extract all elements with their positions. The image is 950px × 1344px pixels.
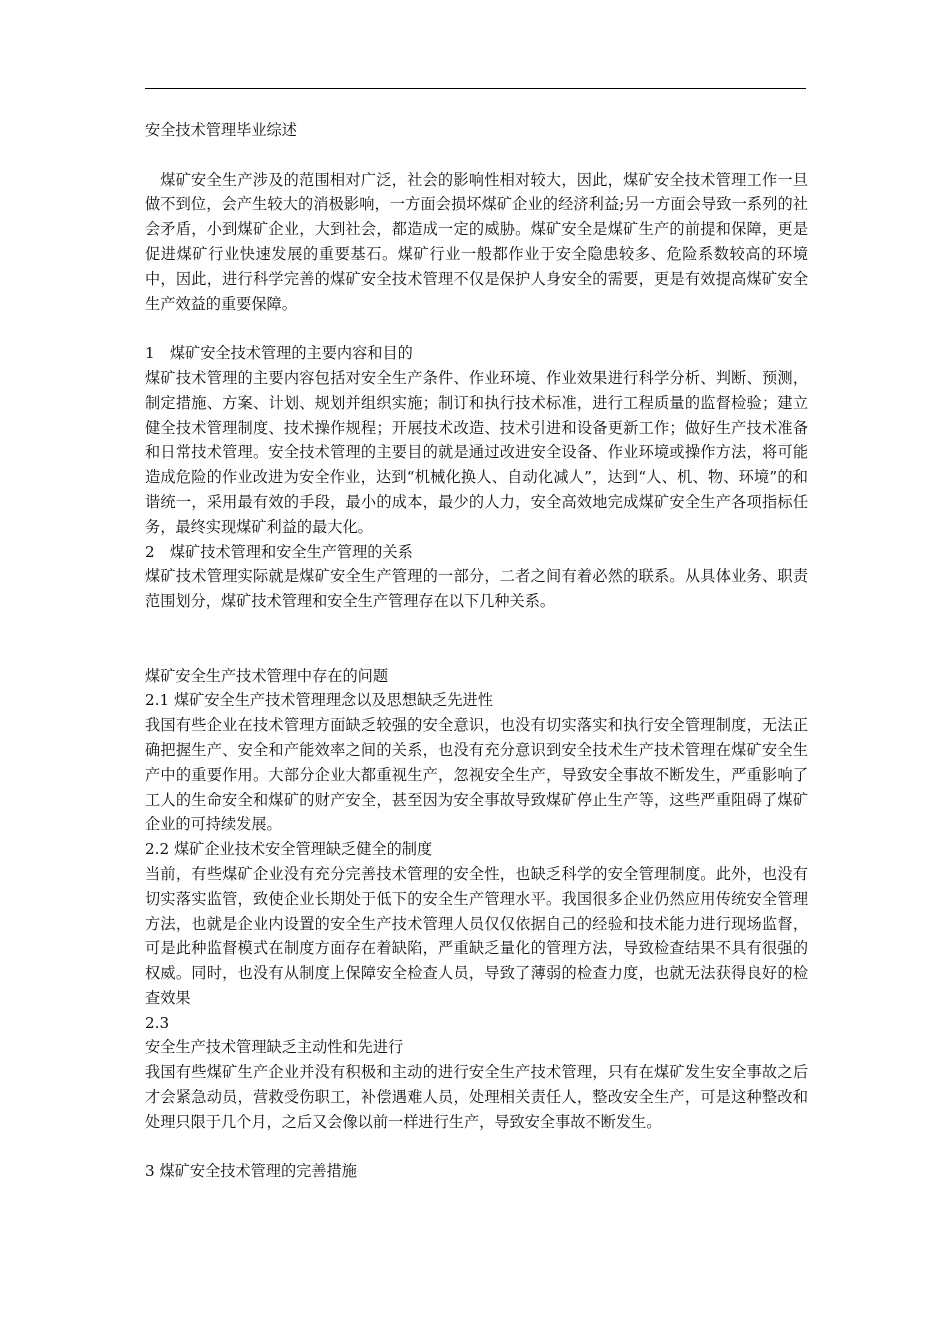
section-3-heading: 3 煤矿安全技术管理的完善措施 xyxy=(145,1162,357,1181)
document-body xyxy=(145,118,808,1184)
section-1-body: 煤矿技术管理的主要内容包括对安全生产条件、作业环境、作业效果进行科学分析、判断、预测，制定措施、方案、计划、规划并组织实施；制订和执行技术标准，进行工程质量的监督检验；建立健全技术管理制度、技术操作规程；开展技术改造、技术引进和设备更新工作；做好生产技术准备和日常技术管理。安全技术管理的主要目的就是通过改进安全设备、作业环境或操作方法，将可能造成危险的作业改进为安全作业，达到“机械化换人、自动化减人”，达到“人、机、物、环境”的和谐统一，采用最有效的手段，最小的成本，最少的人力，安全高效地完成煤矿安全生产各项指标任务，最终实现煤矿利益的最大化。 xyxy=(145,368,808,536)
spacer xyxy=(145,614,808,664)
section-1-heading: 1 煤矿安全技术管理的主要内容和目的 xyxy=(145,344,413,363)
section-2-heading: 2 煤矿技术管理和安全生产管理的关系 xyxy=(145,542,413,561)
section-2-2-body: 当前，有些煤矿企业没有充分完善技术管理的安全性，也缺乏科学的安全管理制度。此外，也没有切实落实监管，致使企业长期处于低下的安全生产管理水平。我国很多企业仍然应用传统安全管理方法，也就是企业内设置的安全生产技术管理人员仅仅依据自己的经验和技术能力进行现场监督，可是此种监督模式在制度方面存在着缺陷，严重缺乏量化的管理方法，导致检查结果不具有很强的权威。同时，也没有从制度上保障安全检查人员，导致了薄弱的检查力度，也就无法获得良好的检查效果 xyxy=(145,864,808,1007)
problems-heading: 煤矿安全生产技术管理中存在的问题 xyxy=(145,666,388,685)
section-2-2-heading: 2.2 煤矿企业技术安全管理缺乏健全的制度 xyxy=(145,840,433,859)
section-2-1-body: 我国有些企业在技术管理方面缺乏较强的安全意识，也没有切实落实和执行安全管理制度，无法正确把握生产、安全和产能效率之间的关系，也没有充分意识到安全技术生产技术管理在煤矿安全生产中的重要作用。大部分企业大都重视生产，忽视安全生产，导致安全事故不断发生，严重影响了工人的生命安全和煤矿的财产安全，甚至因为安全事故导致煤矿停止生产等，这些严重阻碍了煤矿企业的可持续发展。 xyxy=(145,716,808,834)
document-title: 安全技术管理毕业综述 xyxy=(145,121,297,139)
spacer xyxy=(145,316,808,341)
section-2-3-body: 我国有些煤矿生产企业并没有积极和主动的进行安全生产技术管理，只有在煤矿发生安全事故之后才会紧急动员，营救受伤职工，补偿遇难人员，处理相关责任人，整改安全生产，可是这种整改和处理只限于几个月，之后又会像以前一样进行生产，导致安全事故不断发生。 xyxy=(145,1063,808,1131)
section-2-3-number: 2.3 xyxy=(145,1013,170,1032)
header-rule xyxy=(145,88,806,89)
intro-paragraph: 煤矿安全生产涉及的范围相对广泛，社会的影响性相对较大，因此，煤矿安全技术管理工作一旦做不到位，会产生较大的消极影响，一方面会损坏煤矿企业的经济利益;另一方面会导致一系列的社会矛盾，小到煤矿企业，大到社会，都造成一定的威胁。煤矿安全是煤矿生产的前提和保障，更是促进煤矿行业快速发展的重要基石。煤矿行业一般都作业于安全隐患较多、危险系数较高的环境中，因此，进行科学完善的煤矿安全技术管理不仅是保护人身安全的需要，更是有效提高煤矿安全生产效益的重要保障。 xyxy=(145,170,808,313)
spacer xyxy=(145,1135,808,1160)
section-2-1-heading: 2.1 煤矿安全生产技术管理理念以及思想缺乏先进性 xyxy=(145,691,493,710)
section-2-3-heading: 安全生产技术管理缺乏主动性和先进行 xyxy=(145,1038,404,1057)
section-2-body: 煤矿技术管理实际就是煤矿安全生产管理的一部分，二者之间有着必然的联系。从具体业务、职责范围划分，煤矿技术管理和安全生产管理存在以下几种关系。 xyxy=(145,567,808,611)
